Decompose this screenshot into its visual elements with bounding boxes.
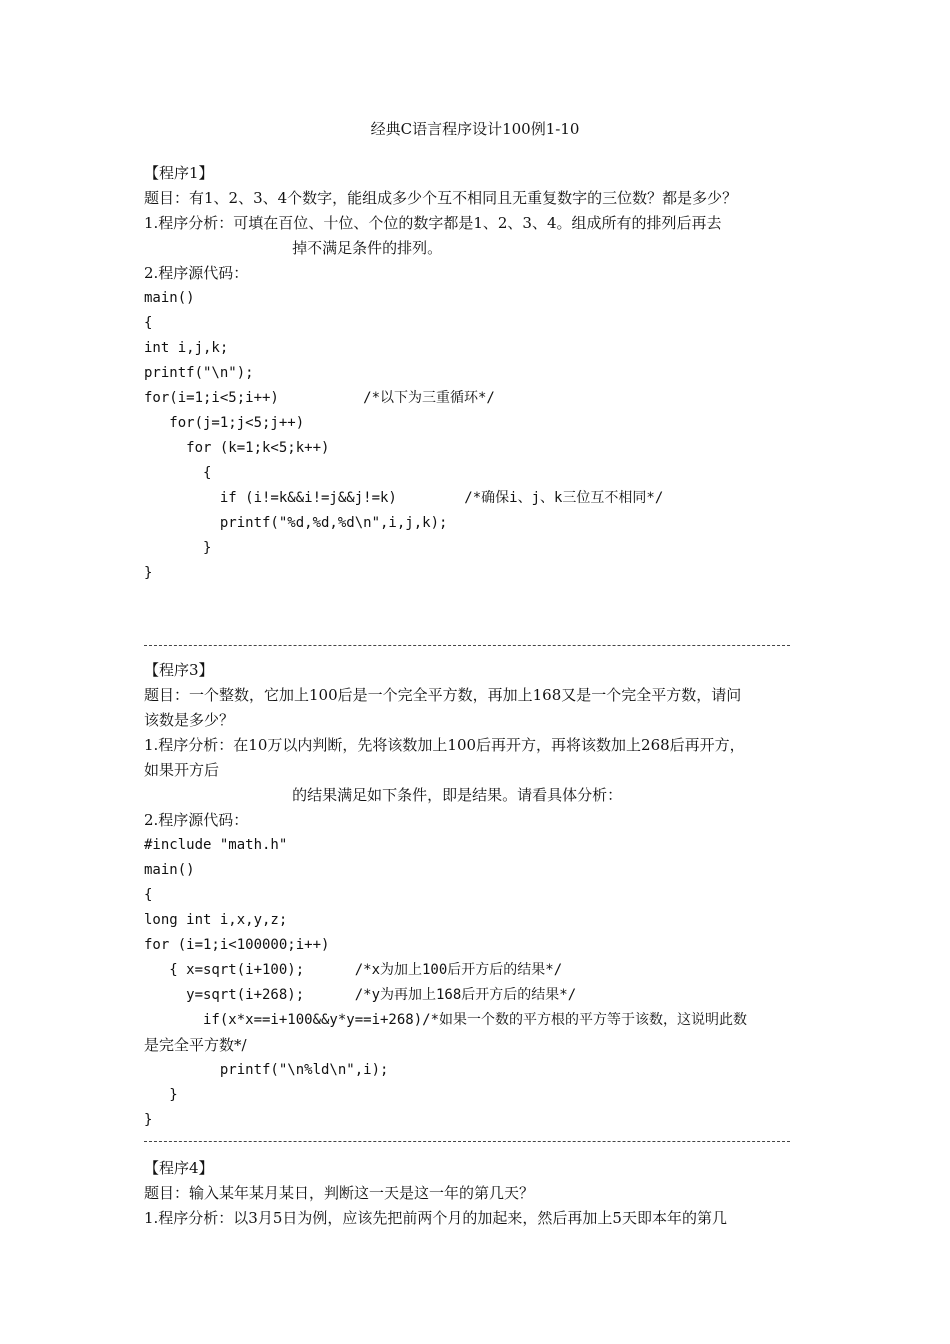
code-line: printf("\n"); xyxy=(144,365,254,381)
program-4-heading: 【程序4】 xyxy=(144,1159,214,1177)
code-line: } xyxy=(144,1112,153,1128)
code-line: #include "math.h" xyxy=(144,837,288,853)
program-3-question-cont: 该数是多少？ xyxy=(144,711,235,729)
section-divider xyxy=(144,1141,790,1142)
program-4-analysis: 1.程序分析：以3月5日为例，应该先把前两个月的加起来，然后再加上5天即本年的第几 xyxy=(144,1209,727,1227)
program-1-heading: 【程序1】 xyxy=(144,164,214,182)
code-line: { xyxy=(144,315,153,331)
program-1-analysis-cont: 掉不满足条件的排列。 xyxy=(254,239,443,257)
program-1-analysis: 1.程序分析：可填在百位、十位、个位的数字都是1、2、3、4。组成所有的排列后再去 xyxy=(144,214,722,232)
code-line: } xyxy=(144,565,153,581)
code-line: { xyxy=(144,887,153,903)
code-line: printf("\n%ld\n",i); xyxy=(144,1062,389,1078)
code-line: int i,j,k; xyxy=(144,340,229,356)
code-line: } xyxy=(144,1087,178,1103)
code-line: if (i!=k&&i!=j&&j!=k) /*确保i、j、k三位互不相同*/ xyxy=(144,490,664,506)
code-line: for(j=1;j<5;j++) xyxy=(144,415,305,431)
code-line: { x=sqrt(i+100); /*x为加上100后开方后的结果*/ xyxy=(144,962,563,978)
program-1-source-label: 2.程序源代码： xyxy=(144,264,249,282)
code-line: printf("%d,%d,%d\n",i,j,k); xyxy=(144,515,448,531)
program-3-analysis-cont-2: 的结果满足如下条件，即是结果。请看具体分析： xyxy=(254,786,623,804)
code-line: main() xyxy=(144,290,195,306)
code-line: if(x*x==i+100&&y*y==i+268)/*如果一个数的平方根的平方等于该数，这说明此数 xyxy=(144,1012,748,1028)
program-3-analysis: 1.程序分析：在10万以内判断，先将该数加上100后再开方，再将该数加上268后再开方， xyxy=(144,736,745,754)
code-line: } xyxy=(144,540,212,556)
code-line: for (k=1;k<5;k++) xyxy=(144,440,330,456)
code-line: for(i=1;i<5;i++) /*以下为三重循环*/ xyxy=(144,390,495,406)
code-comment-cont: 是完全平方数*/ xyxy=(144,1036,247,1054)
code-line: { xyxy=(144,465,212,481)
program-4-question: 题目：输入某年某月某日，判断这一天是这一年的第几天？ xyxy=(144,1184,535,1202)
program-1-question: 题目：有1、2、3、4个数字，能组成多少个互不相同且无重复数字的三位数？都是多少？ xyxy=(144,189,738,207)
section-divider xyxy=(144,645,790,646)
code-line: long int i,x,y,z; xyxy=(144,912,288,928)
program-3-source-label: 2.程序源代码： xyxy=(144,811,249,829)
code-line: y=sqrt(i+268); /*y为再加上168后开方后的结果*/ xyxy=(144,987,577,1003)
program-3-heading: 【程序3】 xyxy=(144,661,214,679)
document-title: 经典C语言程序设计100例1-10 xyxy=(370,120,580,138)
code-line: main() xyxy=(144,862,195,878)
program-3-question: 题目：一个整数，它加上100后是一个完全平方数，再加上168又是一个完全平方数，请问 xyxy=(144,686,742,704)
program-3-analysis-cont: 如果开方后 xyxy=(144,761,220,779)
code-line: for (i=1;i<100000;i++) xyxy=(144,937,330,953)
